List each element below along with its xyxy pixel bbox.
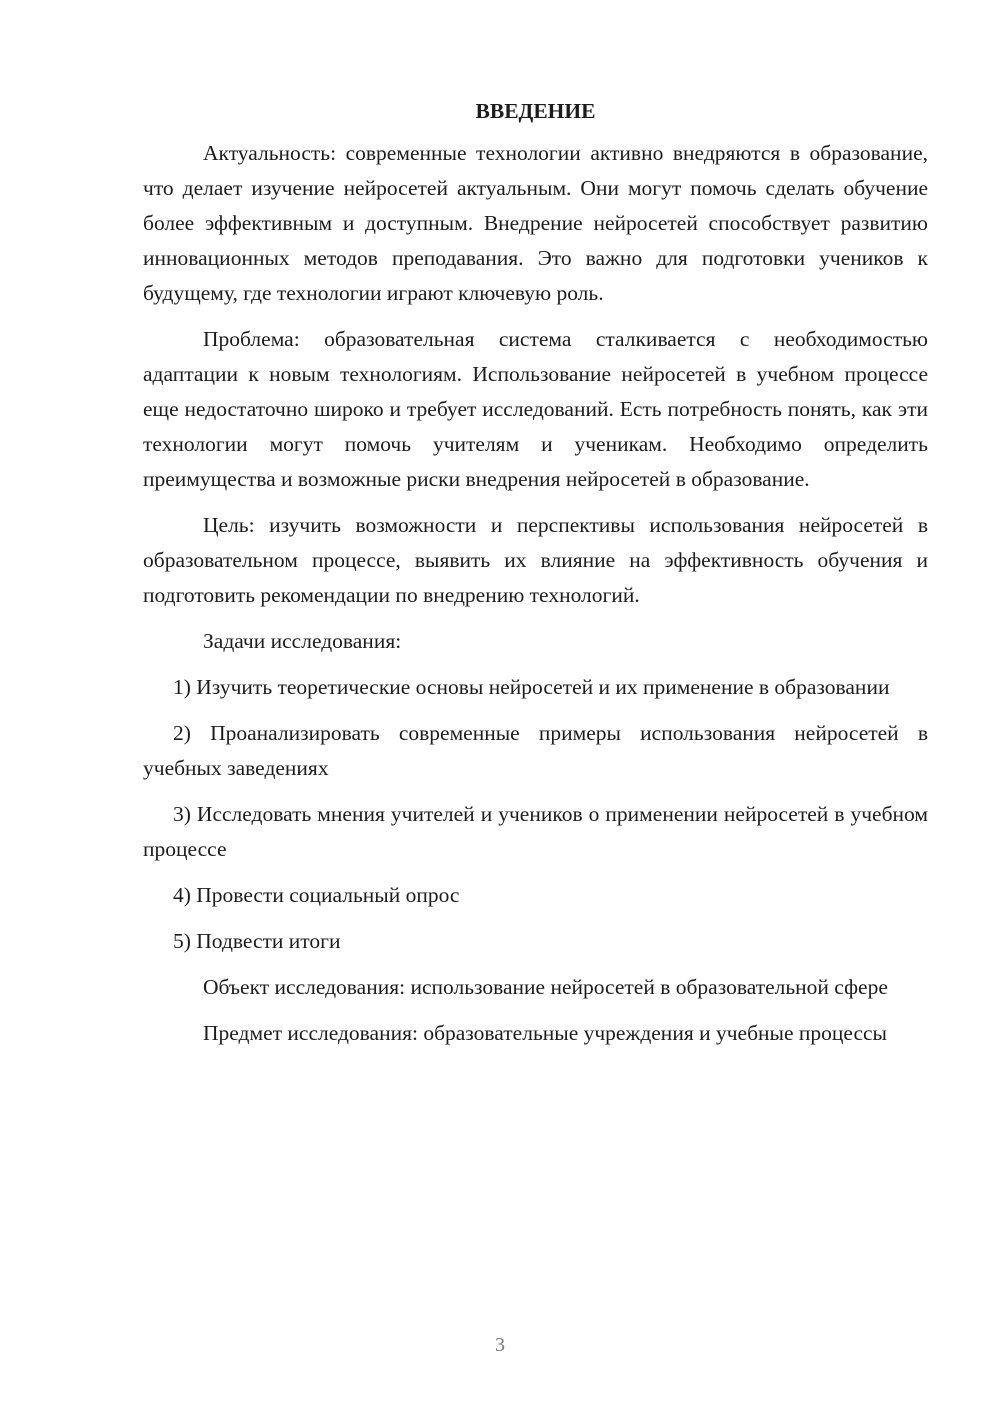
document-page <box>143 92 928 1051</box>
task-item: 1) Изучить теоретические основы нейросетей и их применение в образовании <box>173 675 890 699</box>
task-item: 2) Проанализировать современные примеры использования нейросетей в учебных заведениях <box>143 721 928 780</box>
object-paragraph: Объект исследования: использование нейросетей в образовательной сфере <box>203 975 888 999</box>
problem-paragraph: Проблема: образовательная система сталкивается с необходимостью адаптации к новым технологиям. Использование нейросетей в учебном процессе еще недостаточно широко и требует исследований. Есть потребность понять, как эти технологии могут помочь учителям и ученикам. Необходимо определить преимущества и возможные риски внедрения нейросетей в образование. <box>143 327 928 491</box>
task-item: 5) Подвести итоги <box>173 929 341 953</box>
page-title: ВВЕДЕНИЕ <box>475 99 596 123</box>
tasks-heading: Задачи исследования: <box>203 629 402 653</box>
subject-paragraph: Предмет исследования: образовательные учреждения и учебные процессы <box>203 1021 888 1045</box>
relevance-paragraph: Актуальность: современные технологии активно внедряются в образование, что делает изучение нейросетей актуальным. Они могут помочь сделать обучение более эффективным и доступным. Внедрение нейросетей способствует развитию инновационных методов преподавания. Это важно для подготовки учеников к будущему, где технологии играют ключевую роль. <box>143 141 928 305</box>
task-item: 4) Провести социальный опрос <box>173 883 460 907</box>
page-number: 3 <box>495 1334 505 1356</box>
task-item: 3) Исследовать мнения учителей и учеников о применении нейросетей в учебном процессе <box>143 802 928 861</box>
goal-paragraph: Цель: изучить возможности и перспективы использования нейросетей в образовательном процессе, выявить их влияние на эффективность обучения и подготовить рекомендации по внедрению технологий. <box>143 513 928 607</box>
